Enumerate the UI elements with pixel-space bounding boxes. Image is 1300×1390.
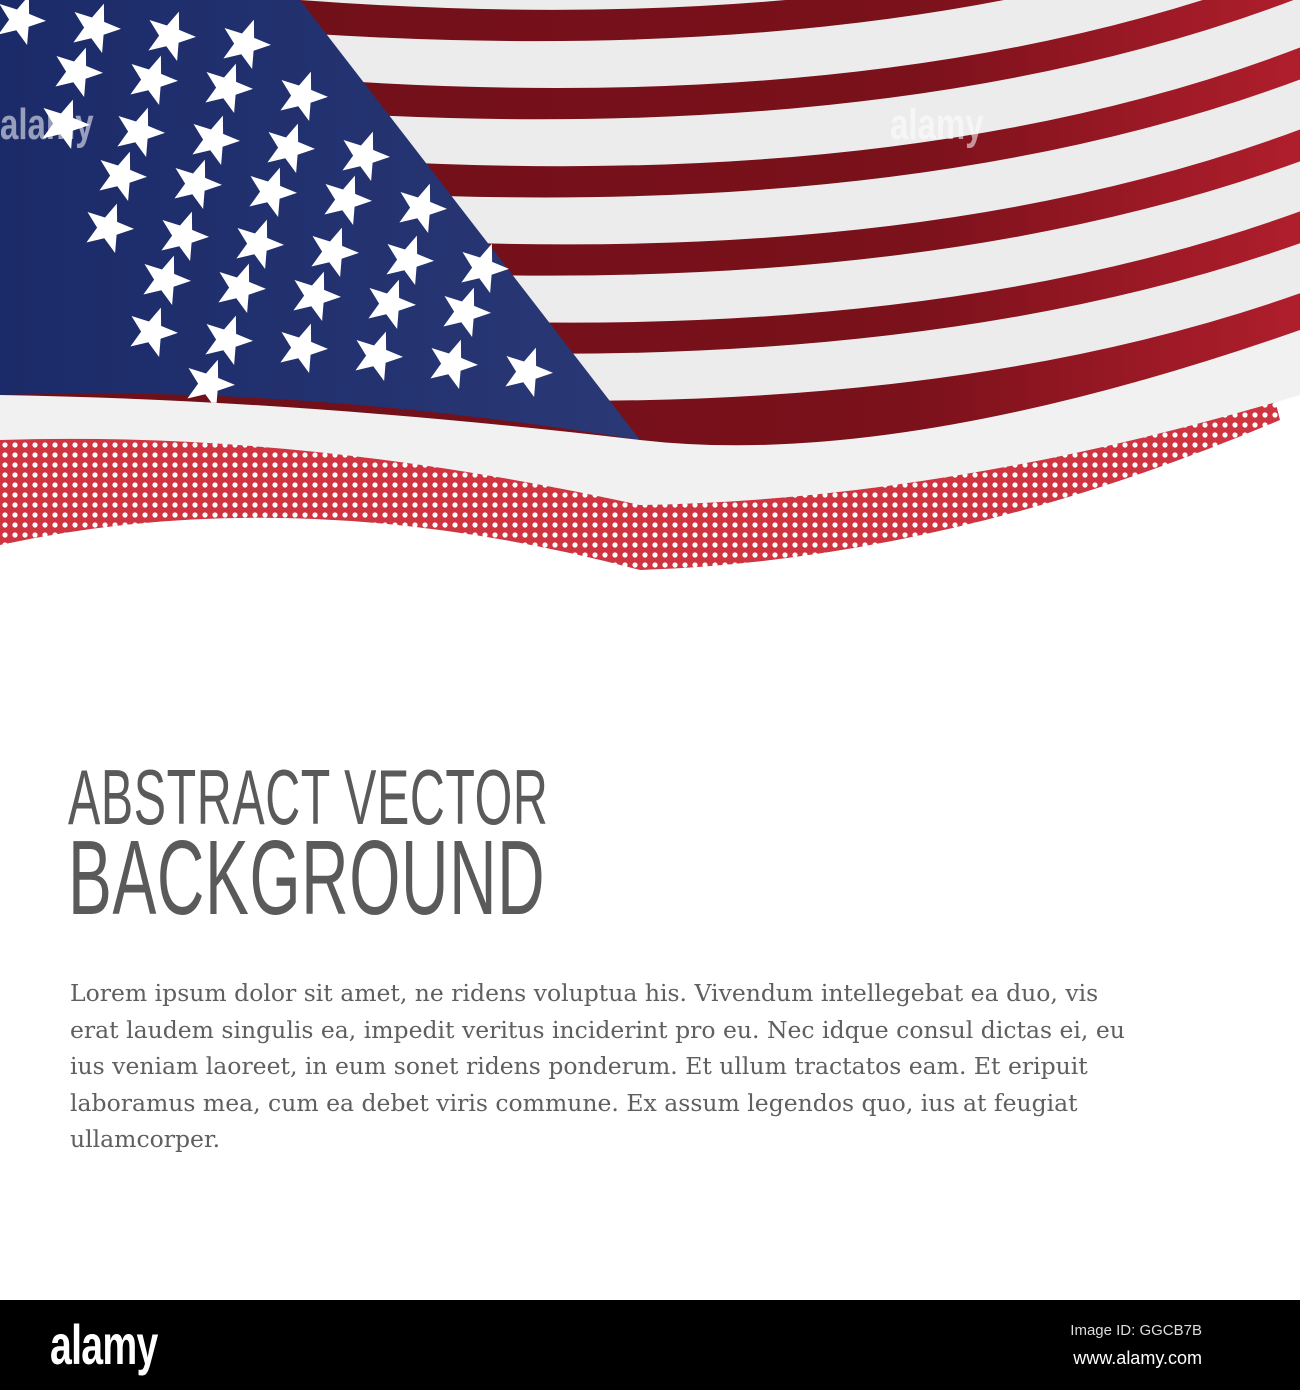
watermark: alamy [0,100,94,149]
body-paragraph: Lorem ipsum dolor sit amet, ne ridens voluptua his. Vivendum intellegebat ea duo, vis erat laudem singulis ea, impedit veritus inciderint pro eu. Nec idque consul dictas ei, eu ius veniam laoreet, in eum sonet ridens ponderum. Et ullum tractatos eam. Et eripuit laboramus mea, cum ea debet viris commune. Ex assum legendos quo, ius at feugiat ullamcorper. [70,979,1125,1153]
headline-line1: ABSTRACT VECTOR [68,753,549,841]
headline-line2: BACKGROUND [68,819,546,937]
alamy-logo: alamy [50,1313,158,1376]
us-flag-illustration [0,0,1300,620]
site-url: www.alamy.com [1073,1348,1202,1368]
footer-bar [0,1300,1300,1390]
image-id: Image ID: GGCB7B [1070,1322,1202,1339]
watermark: alamy [890,100,984,149]
